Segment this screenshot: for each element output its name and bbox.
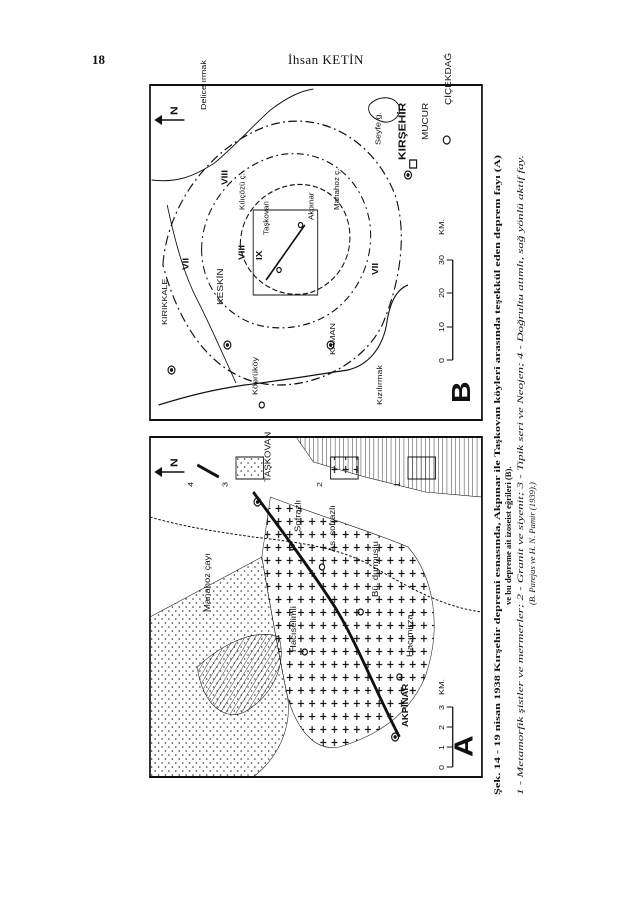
label-mucur: MUCUR xyxy=(420,102,430,140)
caption-line-4: (B. Parejas ve H. N. Pamir (1939).) xyxy=(527,482,537,605)
scale-a-1: 1 xyxy=(436,744,446,750)
label-kizilirmak: Kızılırmak xyxy=(374,365,385,405)
label-akpinar-a: AKPINAR xyxy=(400,683,410,727)
label-kirikkale: KIRIKKALE xyxy=(159,278,170,325)
label-hacimirza: Hacımirza xyxy=(404,614,415,657)
scale-a-0: 0 xyxy=(436,764,446,770)
label-cicekdag: ÇİÇEKDAĞ xyxy=(443,52,453,105)
label-kirsehir: KIRŞEHİR xyxy=(397,102,409,160)
label-kilicozu: Kılıçözü ç. xyxy=(238,173,247,210)
label-seyfe: Seyfe g. xyxy=(373,112,383,145)
scale-a-3: 3 xyxy=(436,704,446,710)
north-label-a: N xyxy=(169,458,181,467)
label-manahoz-b: Manahoz ç. xyxy=(332,168,342,210)
scale-b-30: 30 xyxy=(436,254,446,265)
label-manahoz-cayi: Manahoz çayı xyxy=(202,552,213,612)
page-header xyxy=(0,52,638,72)
legend-num-3: 3 xyxy=(220,481,230,487)
label-keskin: KESKİN xyxy=(215,268,225,305)
iso-label-ix: IX xyxy=(254,250,264,260)
caption-line-1: Şek. 14 - 19 nisan 1938 Kırşehir depremi esnasında, Akpınar ile Taşkovan köyleri arasında teşekkül eden deprem fayı (A) xyxy=(492,351,502,795)
page-number: 18 xyxy=(92,52,105,67)
map-a-panel xyxy=(150,432,482,777)
panel-letter-a: A xyxy=(449,735,479,757)
map-b-panel xyxy=(150,53,482,420)
iso-label-viii-1: VIII xyxy=(220,170,230,185)
legend-num-2: 2 xyxy=(314,481,324,487)
north-label-b: N xyxy=(169,106,181,115)
label-koprukoy: Köprüköy xyxy=(250,357,260,395)
label-kaman: KAMAN xyxy=(327,323,337,355)
scale-b-unit: KM. xyxy=(436,219,446,235)
scale-b-10: 10 xyxy=(436,321,446,332)
scale-a-2: 2 xyxy=(436,724,446,730)
label-taskovan-b: Taşkovan xyxy=(262,201,271,235)
scale-a-unit: KM. xyxy=(436,679,446,695)
iso-label-viii-2: VIII xyxy=(237,245,247,260)
label-akpinar-b: Akpınar xyxy=(306,192,316,220)
legend-num-4: 4 xyxy=(185,481,195,487)
panel-letter-b: B xyxy=(446,381,476,403)
caption-line-2: ve bu depreme ait izoseist eğrileri (B). xyxy=(503,466,513,605)
figure-caption xyxy=(492,155,537,795)
iso-label-vii-2: VII xyxy=(370,262,380,275)
caption-line-3: 1 - Metamorfik şistler ve mermerler; 2 - Granit ve siyenit; 3 - Tipik seri ve Neojen; 4 - Doğrultu atımlı, sağ yönlü aktif fay. xyxy=(515,373,525,795)
label-sofrazli: Sofrazlı xyxy=(293,499,303,532)
running-head-author: İhsan KETİN xyxy=(288,52,364,67)
label-as-sofrazli: As. sofrazlı xyxy=(327,505,337,552)
label-taskovan-a: TAŞKOVAN xyxy=(263,431,273,482)
iso-label-vii-1: VII xyxy=(181,257,191,270)
label-bu-durmuslu: Bü. durmuşlu xyxy=(370,541,380,597)
scale-b-0: 0 xyxy=(436,357,446,363)
label-haciselimli: Hacıselimli xyxy=(288,606,299,652)
scale-b-20: 20 xyxy=(436,287,446,298)
label-delice: Delice ırmak xyxy=(198,60,208,110)
legend-num-1: 1 xyxy=(392,481,402,487)
